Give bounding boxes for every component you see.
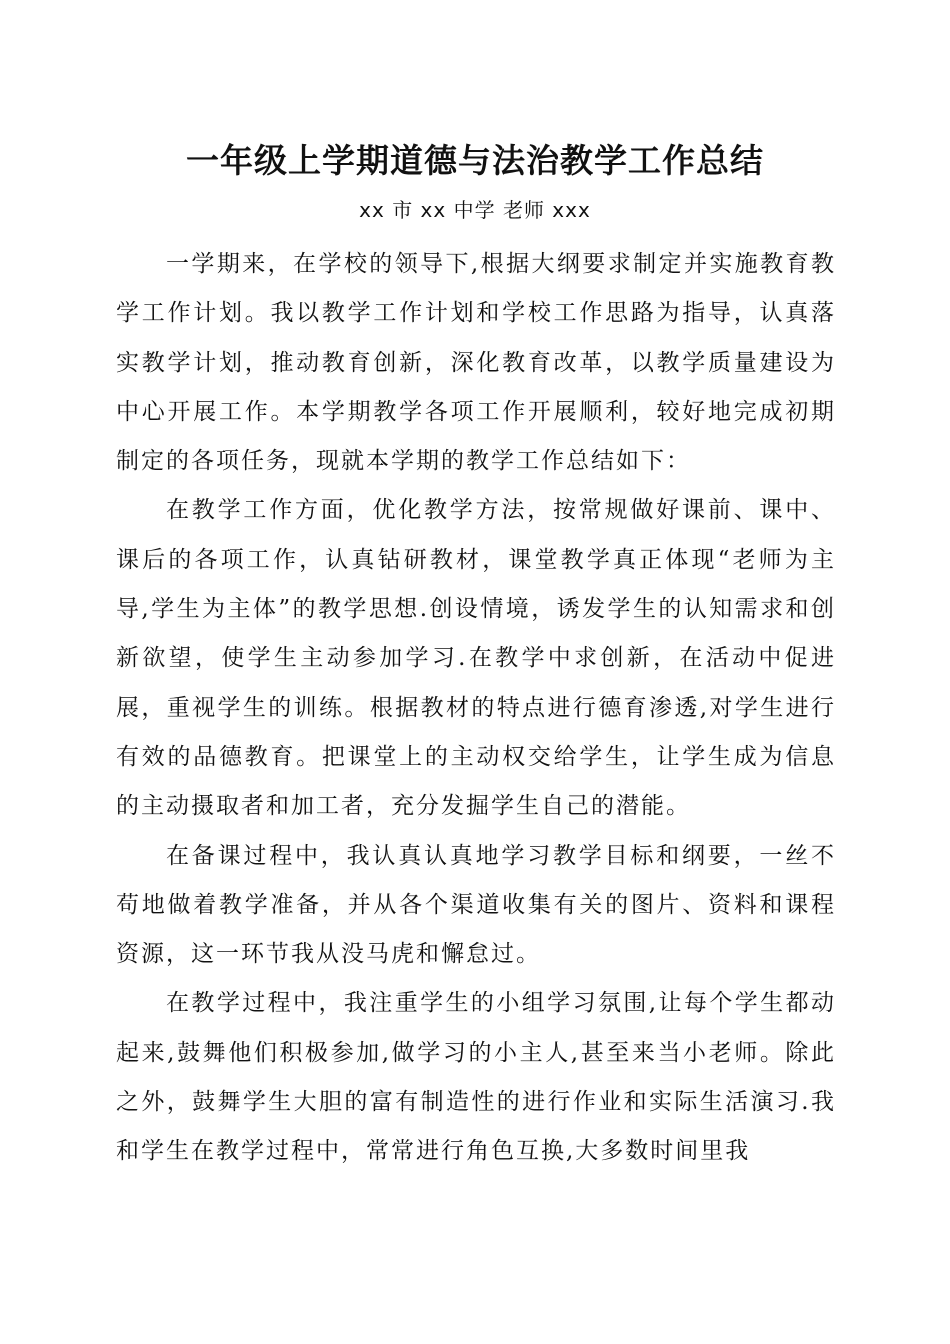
paragraph: 在教学过程中，我注重学生的小组学习氛围,让每个学生都动起来,鼓舞他们积极参加,做学习的小主人,甚至来当小老师。除此之外，鼓舞学生大胆的富有制造性的进行作业和实际生活演习.我和学生在教学过程中，常常进行角色互换,大多数时间里我 [116,990,836,1165]
document-body [116,240,836,1177]
paragraph: 一学期来，在学校的领导下,根据大纲要求制定并实施教育教学工作计划。我以教学工作计划和学校工作思路为指导，认真落实教学计划，推动教育创新，深化教育改革，以教学质量建设为中心开展工作。本学期教学各项工作开展顺利，较好地完成初期制定的各项任务，现就本学期的教学工作总结如下： [116,251,836,475]
paragraph: 在备课过程中，我认真认真地学习教学目标和纲要，一丝不苟地做着教学准备，并从各个渠道收集有关的图片、资料和课程资源，这一环节我从没马虎和懈怠过。 [116,842,836,968]
author-line: xx 市 xx 中学 老师 xxx [359,198,591,222]
paragraph: 在教学工作方面，优化教学方法，按常规做好课前、课中、课后的各项工作，认真钻研教材，课堂教学真正体现“老师为主导,学生为主体”的教学思想.创设情境，诱发学生的认知需求和创新欲望，使学生主动参加学习.在教学中求创新，在活动中促进展，重视学生的训练。根据教材的特点进行德育渗透,对学生进行有效的品德教育。把课堂上的主动权交给学生，让学生成为信息的主动摄取者和加工者，充分发掘学生自己的潜能。 [116,497,836,820]
document-title: 一年级上学期道德与法治教学工作总结 [186,141,764,180]
